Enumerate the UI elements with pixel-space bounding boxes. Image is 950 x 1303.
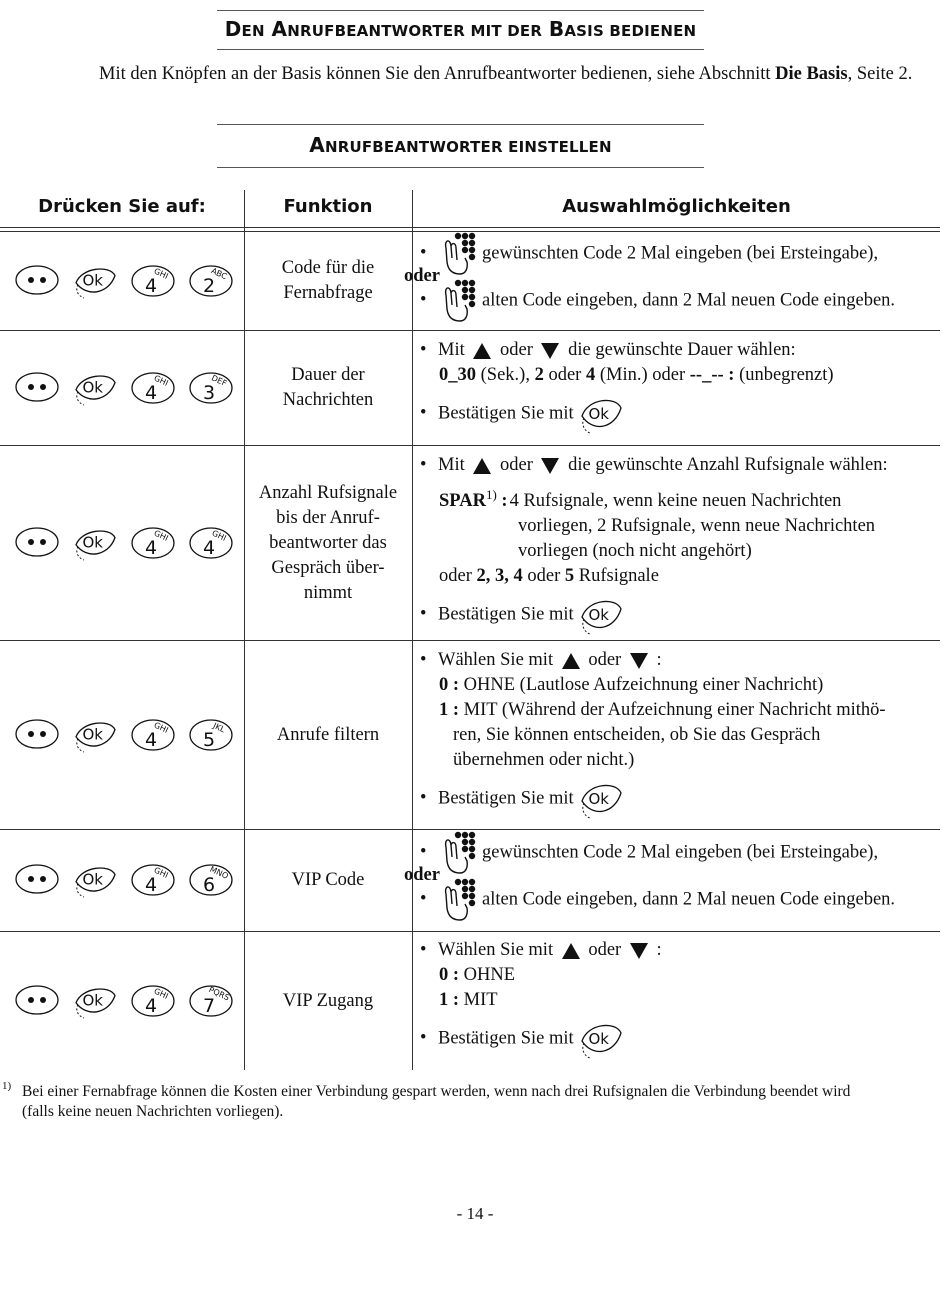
digit-key-4-icon [130, 525, 176, 559]
row-divider [412, 829, 940, 830]
column-header-keys: Drücken Sie auf: [38, 196, 206, 217]
function-cell: VIP Code [291, 870, 365, 890]
svg-text:GHI: GHI [152, 266, 170, 281]
ok-key-icon [72, 862, 118, 896]
row-divider [0, 330, 940, 331]
footnote: 1) Bei einer Fernabfrage können die Kosten einer Verbindung gespart werden, wenn nach drei Rufsignalen die Verbindung beendet wird (falls keine neuen Nachrichten vorliegen). [2, 1080, 851, 1120]
svg-text:GHI: GHI [152, 373, 170, 388]
svg-text:Ok: Ok [82, 991, 103, 1010]
ok-key-icon [72, 983, 118, 1017]
svg-text:JKL: JKL [211, 721, 227, 735]
ok-key-icon [72, 717, 118, 751]
up-arrow-icon [473, 458, 491, 474]
svg-text:GHI: GHI [152, 865, 170, 880]
svg-text:Ok: Ok [82, 870, 103, 889]
function-cell: Anzahl Rufsignale bis der Anruf-beantworter das Gespräch über-nimmt [258, 482, 398, 603]
function-cell: Code für die Fernabfrage [281, 258, 375, 303]
function-cell: Anrufe filtern [276, 724, 380, 745]
column-header-function: Funktion [283, 196, 373, 217]
digit-key-4-icon [130, 862, 176, 896]
svg-text:GHI: GHI [210, 528, 228, 543]
menu-key-icon [14, 525, 60, 559]
digit-key-7-icon [188, 983, 234, 1017]
svg-text:Ok: Ok [82, 533, 103, 552]
digit-key-4-icon [188, 525, 234, 559]
options-cell-rings: • Mit oder die gewünschte Anzahl Rufsignale wählen: SPAR$^{1)}$ : 4 Rufsignale, wenn keine neuen Nachrichten vorliegen, 2 Rufsignale, wenn neue Nachrichten vorliegen (noch nicht angehört) oder 2, 3, 4 oder 5 Rufsignale • Bestätigen Sie mit Ok [420, 453, 935, 635]
svg-text:Ok: Ok [588, 404, 609, 423]
svg-text:4: 4 [144, 537, 158, 559]
svg-text:DEF: DEF [209, 373, 229, 389]
svg-text:PQRS: PQRS [207, 985, 231, 1003]
key-sequence-row-2 [14, 370, 234, 404]
ok-key-icon [72, 263, 118, 297]
row-divider [0, 829, 244, 830]
svg-text:4: 4 [144, 874, 158, 896]
svg-text:Ok: Ok [82, 725, 103, 744]
options-cell-code: • gewünschten Code 2 Mal eingeben (bei Ersteingabe), oder • alten Code eingeben, dann 2 Mal neuen Code eingeben. [420, 232, 935, 323]
svg-text:3: 3 [202, 382, 216, 404]
key-sequence-row-1 [14, 263, 234, 297]
column-divider [412, 190, 413, 1070]
down-arrow-icon [541, 343, 559, 359]
key-sequence-row-4 [14, 717, 234, 751]
key-sequence-row-5 [14, 862, 234, 896]
svg-text:GHI: GHI [152, 528, 170, 543]
keypad-icon [438, 878, 476, 922]
row-divider [0, 640, 940, 641]
function-cell: Dauer der Nachrichten [282, 365, 374, 410]
intro-paragraph: Mit den Knöpfen an der Basis können Sie den Anrufbeantworter bedienen, siehe Abschnitt Die Basis, Seite 2. [99, 64, 913, 84]
svg-text:4: 4 [144, 382, 158, 404]
menu-key-icon [14, 717, 60, 751]
options-cell-duration: • Mit oder die gewünschte Dauer wählen: 0_30 (Sek.), 2 oder 4 (Min.) oder --_-- : (unbegrenzt) • Bestätigen Sie mit Ok [420, 338, 935, 434]
options-cell-vip-code: • gewünschten Code 2 Mal eingeben (bei Ersteingabe), oder • alten Code eingeben, dann 2 Mal neuen Code eingeben. [420, 831, 935, 922]
svg-text:2: 2 [202, 275, 216, 297]
svg-text:Ok: Ok [588, 605, 609, 624]
up-arrow-icon [562, 653, 580, 669]
svg-text:Ok: Ok [82, 271, 103, 290]
ok-key-icon [72, 525, 118, 559]
ok-key-icon [578, 779, 624, 819]
menu-key-icon [14, 862, 60, 896]
svg-text:4: 4 [144, 995, 158, 1017]
ok-key-icon [578, 394, 624, 434]
digit-key-6-icon [188, 862, 234, 896]
section-title-basis: DEN ANRUFBEANTWORTER MIT DER BASIS BEDIENEN [217, 10, 704, 50]
keypad-icon [438, 279, 476, 323]
digit-key-4-icon [130, 717, 176, 751]
svg-text:ABC: ABC [209, 266, 229, 282]
menu-key-icon [14, 370, 60, 404]
svg-text:7: 7 [202, 995, 216, 1017]
svg-text:Ok: Ok [82, 378, 103, 397]
table-rule [0, 227, 940, 228]
svg-text:4: 4 [144, 275, 158, 297]
down-arrow-icon [541, 458, 559, 474]
svg-text:Ok: Ok [588, 1029, 609, 1048]
svg-text:4: 4 [202, 537, 216, 559]
svg-text:MNO: MNO [208, 864, 230, 881]
digit-key-4-icon [130, 370, 176, 404]
digit-key-3-icon [188, 370, 234, 404]
key-sequence-row-3 [14, 525, 234, 559]
up-arrow-icon [473, 343, 491, 359]
digit-key-2-icon [188, 263, 234, 297]
column-header-options: Auswahlmöglichkeiten [562, 196, 791, 217]
up-arrow-icon [562, 943, 580, 959]
key-sequence-row-6 [14, 983, 234, 1017]
digit-key-5-icon [188, 717, 234, 751]
svg-text:GHI: GHI [152, 986, 170, 1001]
digit-key-4-icon [130, 263, 176, 297]
ok-key-icon [578, 595, 624, 635]
page-number: - 14 - [456, 1204, 494, 1223]
ok-key-icon [578, 1019, 624, 1059]
svg-text:GHI: GHI [152, 720, 170, 735]
svg-text:4: 4 [144, 729, 158, 751]
section-title-einstellen: ANRUFBEANTWORTER EINSTELLEN [217, 124, 704, 168]
down-arrow-icon [630, 653, 648, 669]
digit-key-4-icon [130, 983, 176, 1017]
svg-text:5: 5 [202, 729, 216, 751]
function-cell: VIP Zugang [282, 990, 374, 1011]
menu-key-icon [14, 983, 60, 1017]
row-divider [0, 931, 940, 932]
down-arrow-icon [630, 943, 648, 959]
ok-key-icon [72, 370, 118, 404]
options-cell-filter: • Wählen Sie mit oder : 0 : OHNE (Lautlose Aufzeichnung einer Nachricht) 1 : MIT (Während der Aufzeichnung einer Nachricht mithö- ren, Sie können entscheiden, ob Sie das Gespräch übernehmen oder nicht.) • Bestätigen Sie mit Ok [420, 648, 935, 819]
menu-key-icon [14, 263, 60, 297]
row-divider [0, 445, 940, 446]
options-cell-vip-access: • Wählen Sie mit oder : 0 : OHNE 1 : MIT • Bestätigen Sie mit Ok [420, 938, 935, 1059]
svg-text:6: 6 [202, 874, 216, 896]
svg-text:Ok: Ok [588, 789, 609, 808]
